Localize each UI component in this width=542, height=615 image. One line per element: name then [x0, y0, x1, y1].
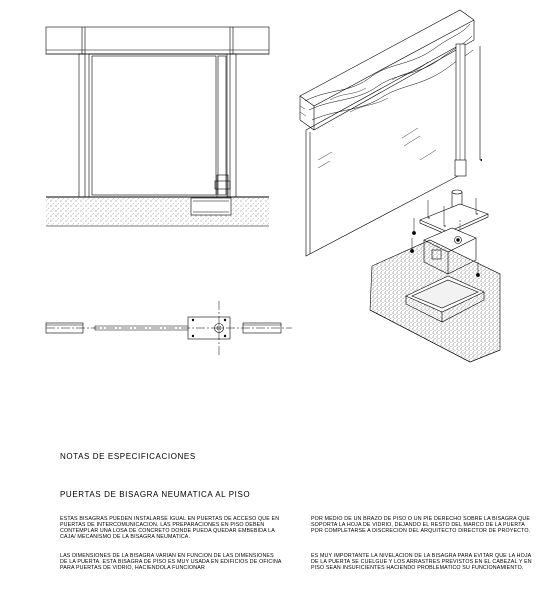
- pivot-post: [218, 56, 226, 195]
- notes-heading: NOTAS DE ESPECIFICACIONES: [60, 452, 196, 461]
- iso-header-box: [300, 10, 474, 130]
- right-mullion: [230, 54, 236, 197]
- embedded-hinge-box: [191, 198, 231, 215]
- notes-paragraph: ESTAS BISAGRAS PUEDEN INSTALARSE IGUAL EN PUERTAS DE ACCESO QUE EN PUERTAS DE INTERCOMUNICACION. LAS PREPARACIONES EN PISO DEBEN CONTEMPLAR UNA LOSA DE CONCRETO DONDE PUEDA QUEDAR EMBEBIDA LA CAJA/ MECANISMO DE LA BISAGRA NEUMATICA.: [60, 516, 280, 541]
- door-frame: [89, 54, 227, 197]
- notes-paragraph: ES MUY IMPORTANTE LA NIVELACION DE LA BISAGRA PARA EVITAR QUE LA HOJA DE LA PUERTA SE CUELGUE Y LOS ARRASTRES PREVISTOS EN EL CABEZAL Y EN PISO SEAN INSUFICIENTES HACIENDO PROBLEMATICO SU FUNCIONAMIENTO.: [311, 553, 532, 572]
- notes-subheading: PUERTAS DE BISAGRA NEUMATICA AL PISO: [60, 490, 251, 499]
- front-elevation: [46, 27, 269, 226]
- isometric-view: [300, 10, 500, 362]
- left-mullion: [79, 54, 85, 197]
- iso-pivot-post: [456, 44, 465, 174]
- elevation-floor-fill: [46, 198, 269, 226]
- notes-paragraph: POR MEDIO DE UN BRAZO DE PISO O UN PIE DERECHO SOBRE LA BISAGRA QUE SOPORTA LA HOJA DE VIDRIO, DEJANDO EL RESTO DEL MARCO DE LA PUERTA POR COMPLETARSE A DISCRECION DEL ARQUITECTO DIRECTOR DE PROYECTO.: [311, 516, 531, 535]
- notes-paragraph: LAS DIMENSIONES DE LA BISAGRA VARIAN EN FUNCION DE LAS DIMENSIONES DE LA PUERTA. ESTA BISAGRA DE PISO ES MUY USADA EN EDIFICIOS DE OFICINA PARA PUERTAS DE VIDRIO, HACIENDOLA FUNCIONAR: [60, 553, 282, 572]
- door-leaf: [92, 56, 216, 195]
- iso-cover-plate: [420, 204, 488, 232]
- plan-detail: [46, 301, 292, 355]
